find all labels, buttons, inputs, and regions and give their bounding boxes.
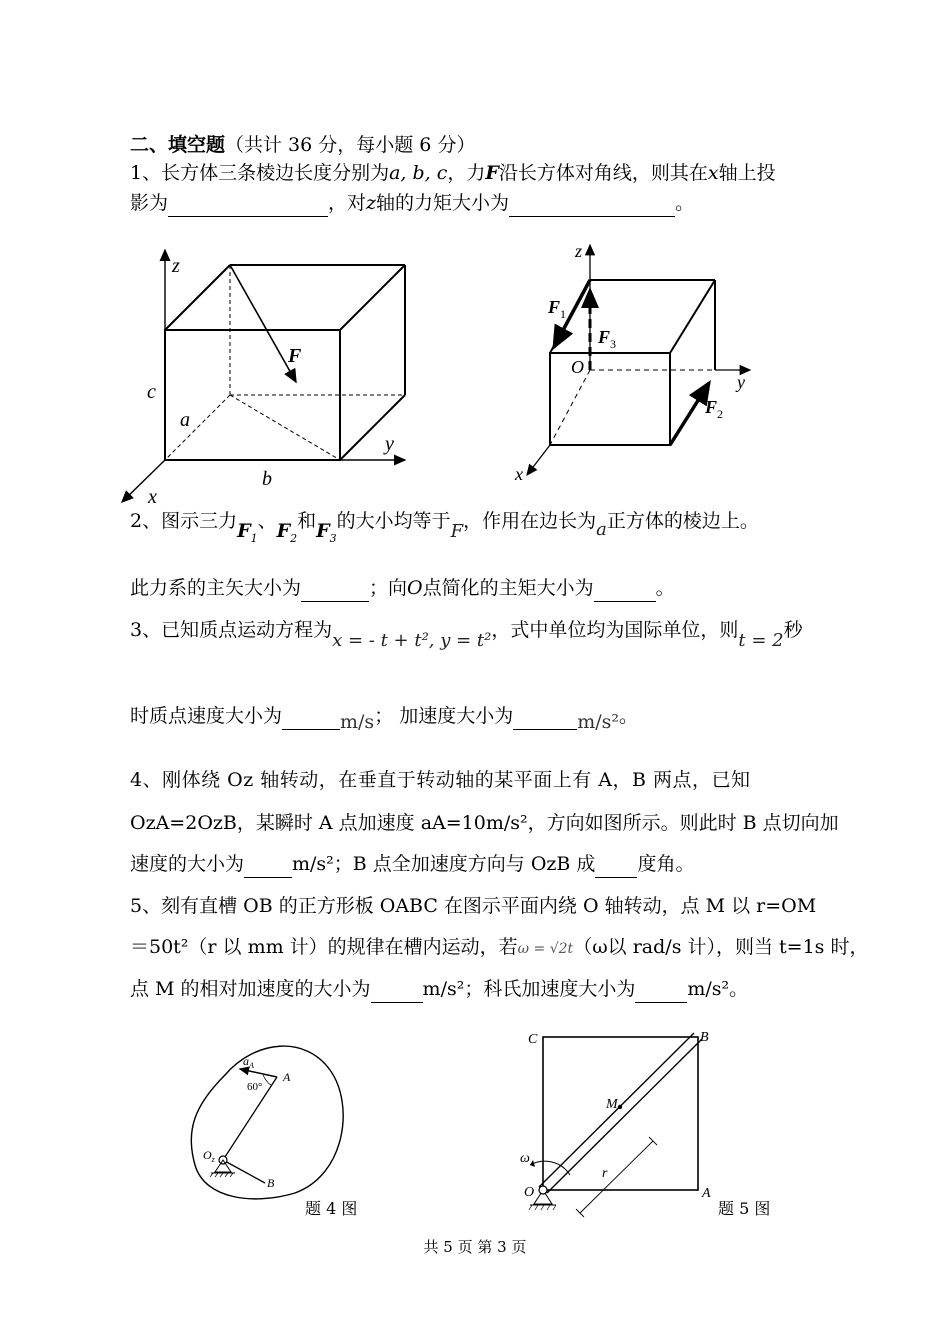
fig2-x-axis [527, 445, 550, 475]
fig1-label-z: z [172, 255, 180, 277]
q1-blank-moment[interactable] [509, 190, 675, 217]
fig5-label-O: O [524, 1185, 535, 1200]
fig4-label-A: A [283, 1070, 291, 1084]
q2-text-e: 此力系的主矢大小为 [130, 577, 302, 599]
q5-text-c: 点 M 的相对加速度的大小为 [130, 978, 371, 1000]
q1-line2 [130, 190, 694, 217]
fig2-label-F1: $F_1$ [548, 297, 567, 321]
q4-line1: 4、刚体绕 Oz 轴转动，在垂直于转动轴的某平面上有 A，B 两点，已知 [130, 769, 751, 791]
q3-text-e: ； 加速度大小为 [374, 705, 514, 727]
q1-blank-projection[interactable] [168, 190, 328, 217]
q1-dimensions: a, b, c [389, 162, 448, 184]
fig2-label-x: x [515, 464, 523, 484]
q5-line3 [130, 976, 748, 1003]
q3-line2 [130, 703, 639, 733]
q5-line1: 5、刻有直槽 OB 的正方形板 OABC 在图示平面内绕 O 轴转动，点 M 以 r=OM [130, 895, 817, 917]
acceleration-aA-arrow [240, 1069, 277, 1077]
q3-text-c: 秒 [783, 619, 803, 641]
figure-1-box [110, 240, 420, 510]
q3-text-b: ，式中单位均为国际单位，则 [491, 619, 739, 641]
q1-text-end: 。 [675, 192, 695, 214]
force-F-arrow [230, 265, 296, 382]
fig1-label-x: x [148, 486, 157, 508]
force-F2-arrow [670, 383, 709, 445]
q5-text-a: ＝50t²（r 以 mm 计）的规律在槽内运动，若 [130, 936, 518, 958]
dimension-r-line [580, 1141, 653, 1213]
q4-text-c: 度角。 [637, 853, 695, 875]
q2-blank-moment[interactable] [594, 575, 656, 602]
q3-text-a: 3、已知质点运动方程为 [130, 619, 333, 641]
q1-text-h: 轴的力矩大小为 [376, 192, 510, 214]
q4-text-a: 速度的大小为 [130, 853, 245, 875]
q3-unit1: m/s [340, 711, 375, 733]
q3-blank-speed[interactable] [282, 703, 340, 730]
q2-O: O [407, 577, 423, 599]
page-footer: 共 5 页 第 3 页 [423, 1238, 527, 1256]
fig4-label-angle: 60° [247, 1081, 263, 1093]
q2-text-b: 的大小均等于 [336, 510, 451, 532]
fig4-caption: 题 4 图 [305, 1199, 358, 1218]
q2-line2 [130, 575, 675, 602]
q5-omega: ω = √2t [517, 941, 574, 957]
fig4-label-Oz: $O_z$ [203, 1148, 215, 1164]
q3-line1 [130, 617, 803, 651]
fig2-label-y: y [737, 372, 745, 392]
q4-blank-angle[interactable] [595, 851, 637, 878]
q4-line2: OzA=2OzB，某瞬时 A 点加速度 aA=10m/s²，方向如图所示。则此时 B 点切向加 [130, 812, 839, 834]
q5-blank-coriolis[interactable] [635, 976, 687, 1003]
q2-line1: 2、图示三力$F_1$、$F_2$和$F_3$的大小均等于F，作用在边长为a正方体的棱边上。 [130, 510, 759, 545]
fig1-label-c: c [147, 381, 156, 403]
q5-line2 [130, 934, 868, 962]
fig2-label-F3: $F_3$ [598, 327, 617, 351]
q3-equation: x = - t + t², y = t² [332, 630, 492, 651]
q2-text-end: 。 [655, 577, 675, 599]
q1-text-c: ，力 [447, 162, 486, 184]
section-title: 二、填空题 [130, 134, 226, 156]
fig2-label-F2: $F_2$ [705, 397, 724, 421]
fig1-label-y: y [385, 433, 394, 455]
q5-text-b: （ω以 rad/s 计），则当 t=1s 时， [573, 936, 869, 958]
q2-text-c: ，作用在边长为 [463, 510, 597, 532]
square-plate-OABC [543, 1037, 698, 1190]
q4-blank-tangential[interactable] [244, 851, 292, 878]
slot-edge-2 [547, 1039, 702, 1193]
q2-sep1: 、 [257, 510, 277, 532]
q5-blank-relative[interactable] [371, 976, 423, 1003]
fig5-label-omega: ω [520, 1151, 530, 1166]
fig5-label-C: C [528, 1032, 538, 1047]
fig2-label-O: O [571, 357, 584, 377]
figure-5-square-plate [510, 1025, 720, 1220]
fig1-label-a: a [180, 409, 190, 431]
q2-text-f: ；向 [369, 577, 408, 599]
q1-text-g: ，对 [328, 192, 367, 214]
q2-a: a [596, 519, 607, 540]
figure-2-cube [505, 235, 775, 490]
q1-axis-z: z [366, 192, 377, 214]
fig5-label-M: M [606, 1097, 618, 1112]
section-heading [130, 132, 475, 158]
q4-text-b: m/s²；B 点全加速度方向与 OzB 成 [292, 853, 596, 875]
q1-line1 [130, 160, 776, 186]
point-M [618, 1105, 622, 1109]
q4-line3 [130, 851, 694, 878]
q2-text-d: 正方体的棱边上。 [606, 510, 759, 532]
q5-text-d: m/s²；科氏加速度大小为 [422, 978, 636, 1000]
q1-axis-x: x [707, 162, 719, 184]
q3-text-end: 。 [619, 705, 639, 727]
figure-4-rigid-body [185, 1035, 375, 1220]
q3-time: t = 2 [738, 630, 784, 651]
q1-text-f: 影为 [130, 192, 169, 214]
fig4-label-B: B [267, 1176, 275, 1190]
q2-text-g: 点简化的主矩大小为 [422, 577, 594, 599]
fig2-label-z: z [575, 241, 583, 261]
q2-blank-resultant[interactable] [301, 575, 369, 602]
q3-text-d: 时质点速度大小为 [130, 705, 283, 727]
q3-unit2: m/s² [577, 711, 620, 733]
x-axis [122, 460, 165, 502]
q2-F: F [450, 521, 464, 542]
fig4-label-aA: $a_A$ [243, 1054, 254, 1070]
section-note: （共计 36 分，每小题 6 分） [225, 134, 476, 156]
fig5-label-A: A [702, 1186, 711, 1201]
q3-blank-accel[interactable] [513, 703, 577, 730]
fig5-caption: 题 5 图 [718, 1199, 771, 1218]
q2-sep2: 和 [297, 510, 317, 532]
q1-text-a: 1、长方体三条棱边长度分别为 [130, 162, 390, 184]
pivot-O [539, 1186, 547, 1194]
q2-text-a: 2、图示三力 [130, 510, 238, 532]
fig1-label-F: F [288, 345, 302, 367]
q1-text-e: 轴上投 [718, 162, 776, 184]
q5-text-e: m/s²。 [687, 978, 749, 1000]
cube-front-face [550, 353, 670, 445]
q1-text-d: 沿长方体对角线，则其在 [498, 162, 708, 184]
fig1-label-b: b [262, 468, 272, 490]
fig5-label-B: B [700, 1030, 709, 1045]
fig5-label-r: r [602, 1166, 608, 1181]
q1-force-symbol: F [485, 162, 499, 184]
